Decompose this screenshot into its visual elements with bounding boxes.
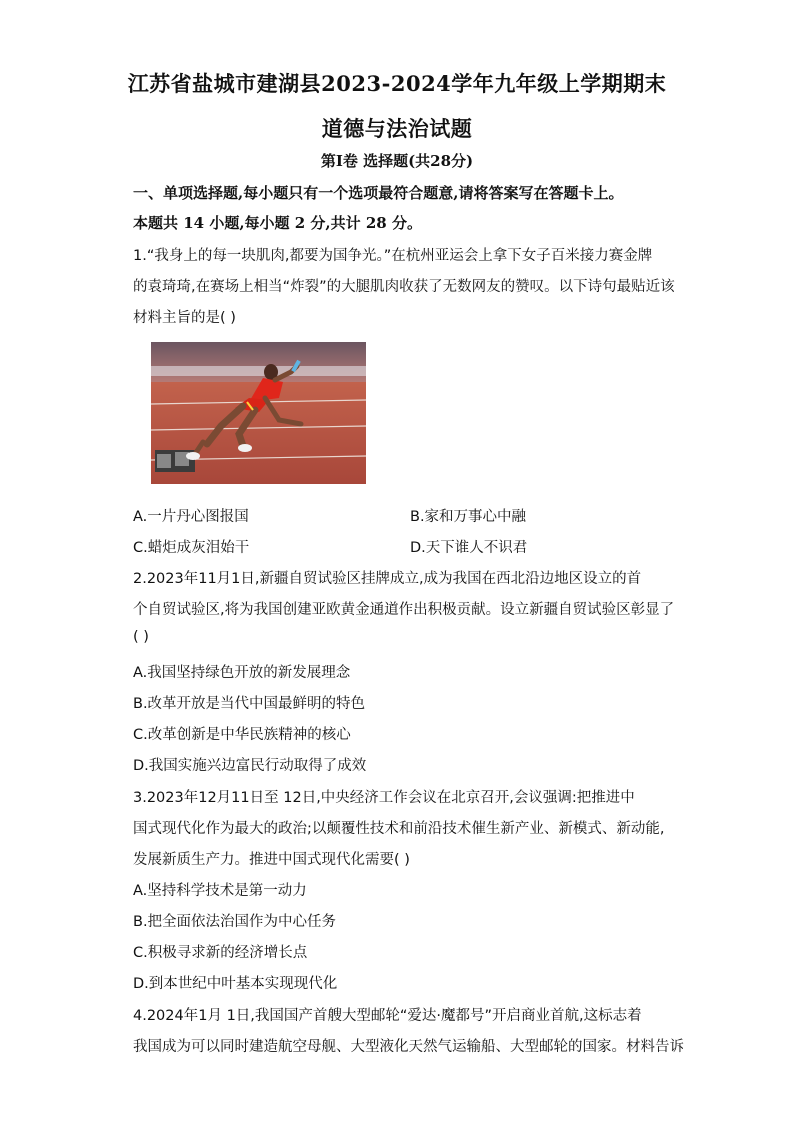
question-4-stem: 我国成为可以同时建造航空母舰、大型液化天然气运输船、大型邮轮的国家。材料告诉 [133,1039,684,1055]
question-1-stem: 材料主旨的是( ) [133,310,236,326]
question-2-stem: 个自贸试验区,将为我国创建亚欧黄金通道作出积极贡献。设立新疆自贸试验区彰显了 [133,602,675,618]
question-2-stem: 2.2023年11月1日,新疆自贸试验区挂牌成立,成为我国在西北沿边地区设立的首 [133,571,642,587]
question-1-option-c: C.蜡炬成灰泪始干 [133,540,250,556]
question-3-stem: 发展新质生产力。推进中国式现代化需要( ) [133,852,410,868]
sprinter-photo [151,342,366,484]
section-instruction: 一、单项选择题,每小题只有一个选项最符合题意,请将答案写在答题卡上。 [133,184,624,202]
question-2-option-c: C.改革创新是中华民族精神的核心 [133,727,351,743]
question-3-option-a: A.坚持科学技术是第一动力 [133,883,307,899]
question-1-stem: 的袁琦琦,在赛场上相当“炸裂”的大腿肌肉收获了无数网友的赞叹。以下诗句最贴近该 [133,279,675,295]
section-instruction-score: 本题共 14 小题,每小题 2 分,共计 28 分。 [133,214,422,232]
question-3-stem: 3.2023年12月11日至 12日,中央经济工作会议在北京召开,会议强调:把推进中 [133,790,635,806]
question-1-option-b: B.家和万事心中融 [410,509,527,525]
question-2-option-b: B.改革开放是当代中国最鲜明的特色 [133,696,366,712]
question-2-option-d: D.我国实施兴边富民行动取得了成效 [133,758,367,774]
question-2-option-a: A.我国坚持绿色开放的新发展理念 [133,665,351,681]
question-3-option-b: B.把全面依法治国作为中心任务 [133,914,337,930]
question-3-stem: 国式现代化作为最大的政治;以颠覆性技术和前沿技术催生新产业、新模式、新动能, [133,821,665,837]
exam-title-line1: 江苏省盐城市建湖县2023-2024学年九年级上学期期末 [127,71,667,96]
question-2-stem: ( ) [133,629,149,645]
question-1-option-a: A.一片丹心图报国 [133,509,249,525]
question-1-option-d: D.天下谁人不识君 [410,540,528,556]
question-4-stem: 4.2024年1月 1日,我国国产首艘大型邮轮“爱达·魔都号”开启商业首航,这标志着 [133,1008,642,1024]
exam-title-line2: 道德与法治试题 [321,116,473,141]
question-3-option-c: C.积极寻求新的经济增长点 [133,945,308,961]
question-1-stem: 1.“我身上的每一块肌肉,都要为国争光。”在杭州亚运会上拿下女子百米接力赛金牌 [133,248,653,264]
question-3-option-d: D.到本世纪中叶基本实现现代化 [133,976,338,992]
volume-heading: 第I卷 选择题(共28分) [320,152,474,170]
